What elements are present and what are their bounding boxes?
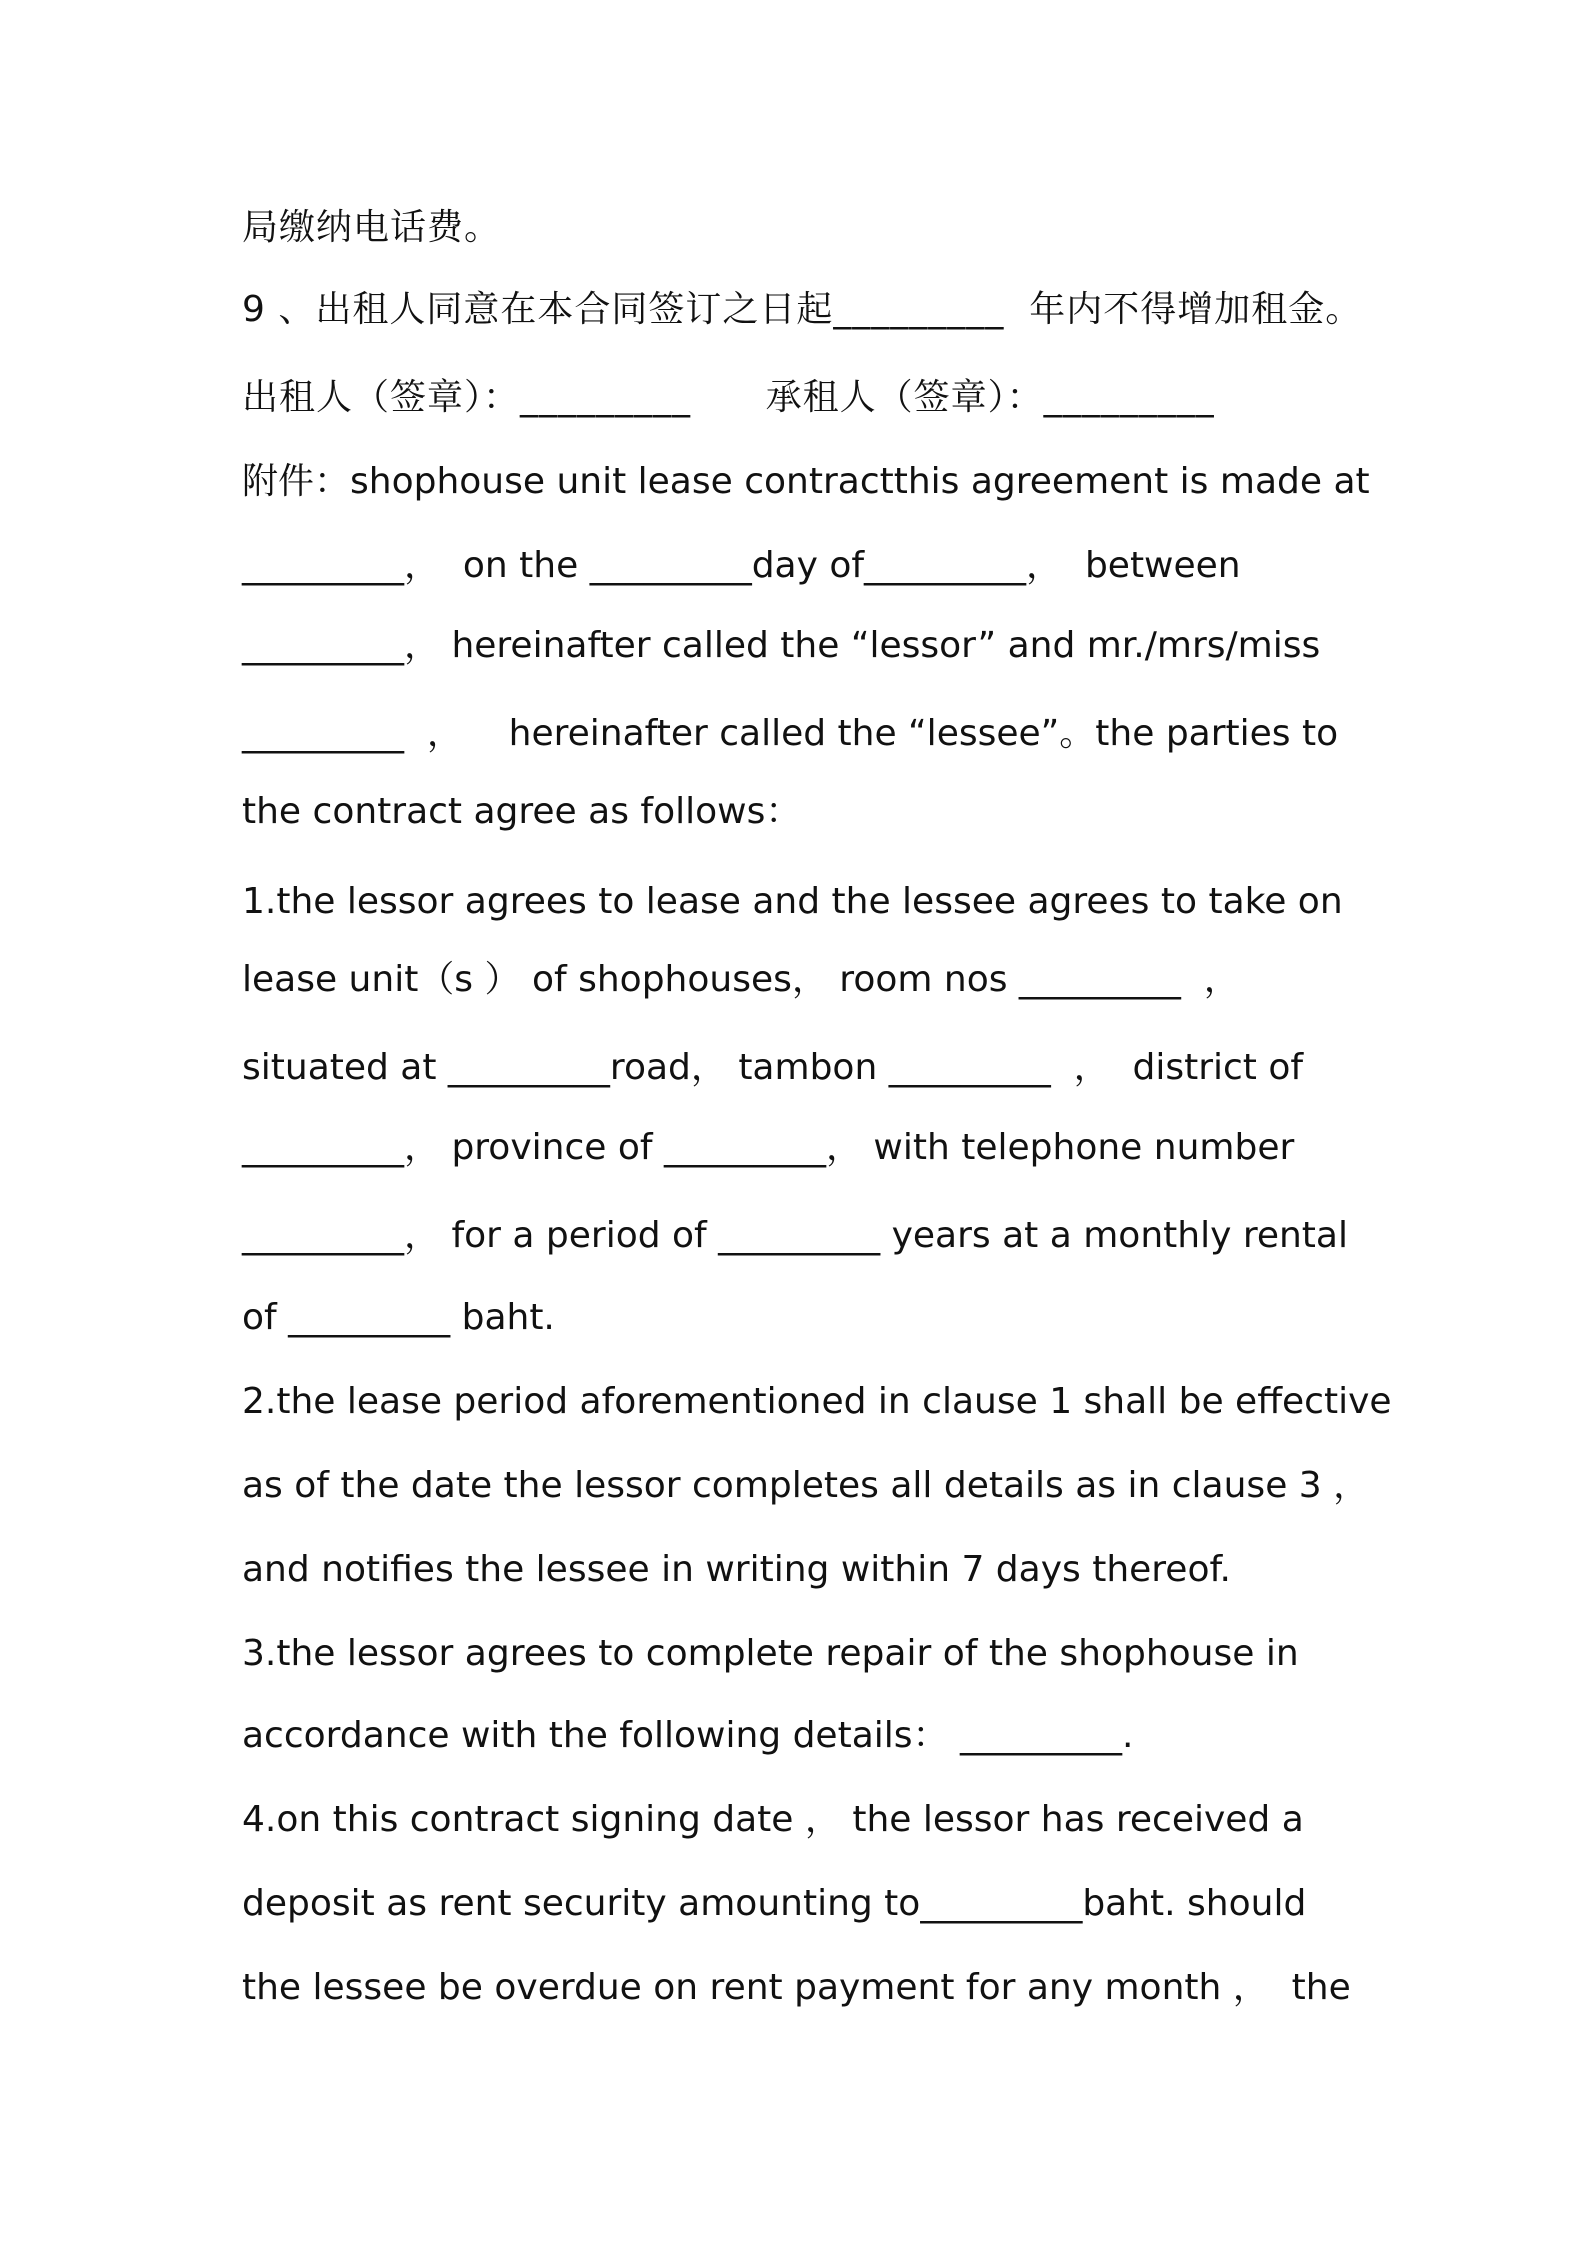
text-line: 3.the lessor agrees to complete repair of the shophouse in — [242, 1633, 1299, 1674]
text-line: _________ ， hereinafter called the “lessee”。the parties to — [242, 713, 1339, 754]
text-line: the lessee be overdue on rent payment for any month ， the — [242, 1967, 1351, 2008]
text-line: deposit as rent security amounting to_________baht. should — [242, 1883, 1307, 1924]
text-line: _________， hereinafter called the “lessor” and mr./mrs/miss — [242, 625, 1321, 666]
text-line: _________， for a period of _________ years at a monthly rental — [242, 1215, 1348, 1256]
text-line: 附件：shophouse unit lease contractthis agreement is made at — [242, 461, 1370, 502]
text-line: 1.the lessor agrees to lease and the lessee agrees to take on — [242, 881, 1343, 922]
text-line: 2.the lease period aforementioned in clause 1 shall be effective — [242, 1381, 1392, 1422]
text-line: lease unit（s ） of shophouses， room nos _________ ， — [242, 959, 1240, 1000]
text-line: 4.on this contract signing date ， the lessor has received a — [242, 1799, 1304, 1840]
text-line: accordance with the following details： _________. — [242, 1715, 1134, 1756]
text-line: as of the date the lessor completes all details as in clause 3 ， — [242, 1465, 1370, 1506]
text-line: 出租人（签章）：_________ 承租人（签章）：_________ — [242, 377, 1215, 418]
text-line: _________， province of _________， with telephone number — [242, 1127, 1295, 1168]
text-line: situated at _________road， tambon _________ ， district of — [242, 1047, 1304, 1088]
text-line: _________， on the _________day of_________， between — [242, 545, 1241, 586]
text-line: of _________ baht. — [242, 1297, 555, 1338]
text-line: the contract agree as follows： — [242, 791, 802, 832]
text-line: and notifies the lessee in writing within 7 days thereof. — [242, 1549, 1231, 1590]
text-line: 局缴纳电话费。 — [242, 207, 502, 248]
text-line: 9 、出租人同意在本合同签订之日起_________ 年内不得增加租金。 — [242, 289, 1363, 330]
